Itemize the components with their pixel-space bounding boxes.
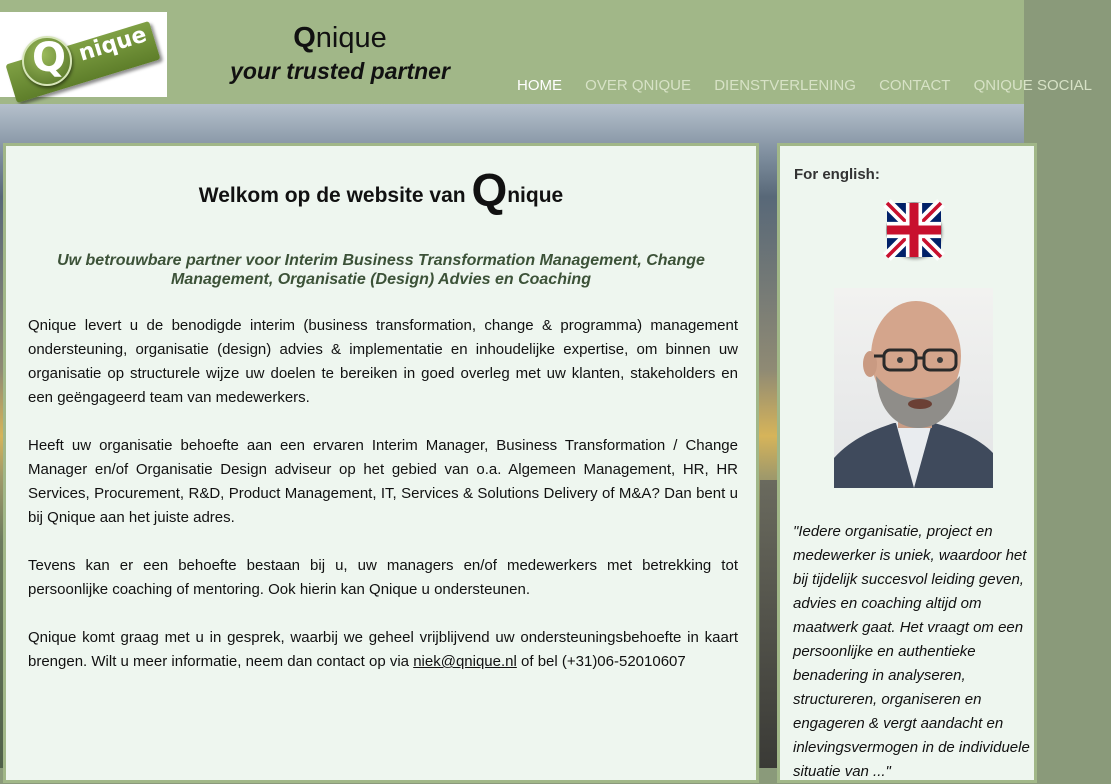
nav-item-home[interactable]: HOME	[517, 77, 562, 94]
contact-text-after: of bel (+31)06-52010607	[516, 653, 686, 670]
quote-text: "Iedere organisatie, project en medewerker is uniek, waardoor het bij tijdelijk succesvol leiding geven, advies en coaching altijd om maatwerk gaat. Het vraagt om een persoonlijke en authentieke benadering in analyseren, structureren, organiseren en engageren & vergt aandacht en inlevingsvermogen in de individuele situatie van ..."	[793, 523, 1030, 780]
paragraph: Tevens kan er een behoefte bestaan bij u, uw managers en/of medewerkers met betrekking tot persoonlijke coaching of mentoring. Ook hierin kan Qnique u ondersteunen.	[28, 557, 738, 598]
welcome-subtitle: Uw betrouwbare partner voor Interim Business Transformation Management, Change Management, Organisatie (Design) Advies en Coaching	[57, 252, 705, 288]
for-english-label: For english:	[794, 166, 880, 183]
site-header	[0, 0, 1092, 104]
main-content-panel	[3, 143, 759, 783]
uk-flag-graphic	[887, 203, 941, 257]
brand-title-rest: nique	[315, 22, 387, 54]
nav-item-over-qnique[interactable]: OVER QNIQUE	[585, 77, 692, 94]
brand-title-q: Q	[293, 22, 316, 54]
welcome-heading	[6, 164, 756, 216]
contact-paragraph	[28, 626, 738, 674]
logo[interactable]	[0, 12, 167, 97]
brand-title	[220, 22, 460, 55]
logo-letter: Q	[32, 35, 67, 81]
side-panel	[777, 143, 1037, 783]
uk-flag-icon[interactable]	[887, 203, 941, 257]
nav-item-qnique-social[interactable]: QNIQUE SOCIAL	[973, 77, 1092, 94]
welcome-q: Q	[471, 164, 508, 216]
portrait-graphic	[834, 288, 993, 488]
portrait-photo	[834, 288, 993, 488]
email-link[interactable]: niek@qnique.nl	[413, 653, 517, 670]
nav-item-contact[interactable]: CONTACT	[879, 77, 951, 94]
nav-item-dienstverlening[interactable]: DIENSTVERLENING	[714, 77, 856, 94]
brand-tagline: your trusted partner	[230, 58, 450, 84]
welcome-prefix: Welkom op de website van	[198, 184, 472, 207]
paragraph: Heeft uw organisatie behoefte aan een ervaren Interim Manager, Business Transformation / Change Manager en/of Organisatie Design adviseur op het gebied van o.a. Algemeen Management, HR, HR Services, Procurement, R&D, Product Management, IT, Services & Solutions Delivery of M&A? Dan bent u bij Qnique aan het juiste adres.	[28, 437, 738, 526]
welcome-rest: nique	[507, 184, 564, 207]
logo-word: nique	[75, 22, 150, 67]
paragraph: Qnique levert u de benodigde interim (business transformation, change & programma) management ondersteuning, organisatie (design) advies & implementatie en inhoudelijke expertise, om binnen uw organisatie op structurele wijze uw doelen te bereiken in goed overleg met uw klanten, stakeholders en een geëngageerd team van medewerkers.	[28, 317, 738, 406]
contact-text-before: Qnique komt graag met u in gesprek, waarbij we geheel vrijblijvend uw ondersteuningsbehoefte in kaart brengen. Wilt u meer informatie, neem dan contact op via	[28, 629, 738, 670]
main-nav	[517, 77, 1111, 94]
intro-text	[28, 314, 738, 698]
